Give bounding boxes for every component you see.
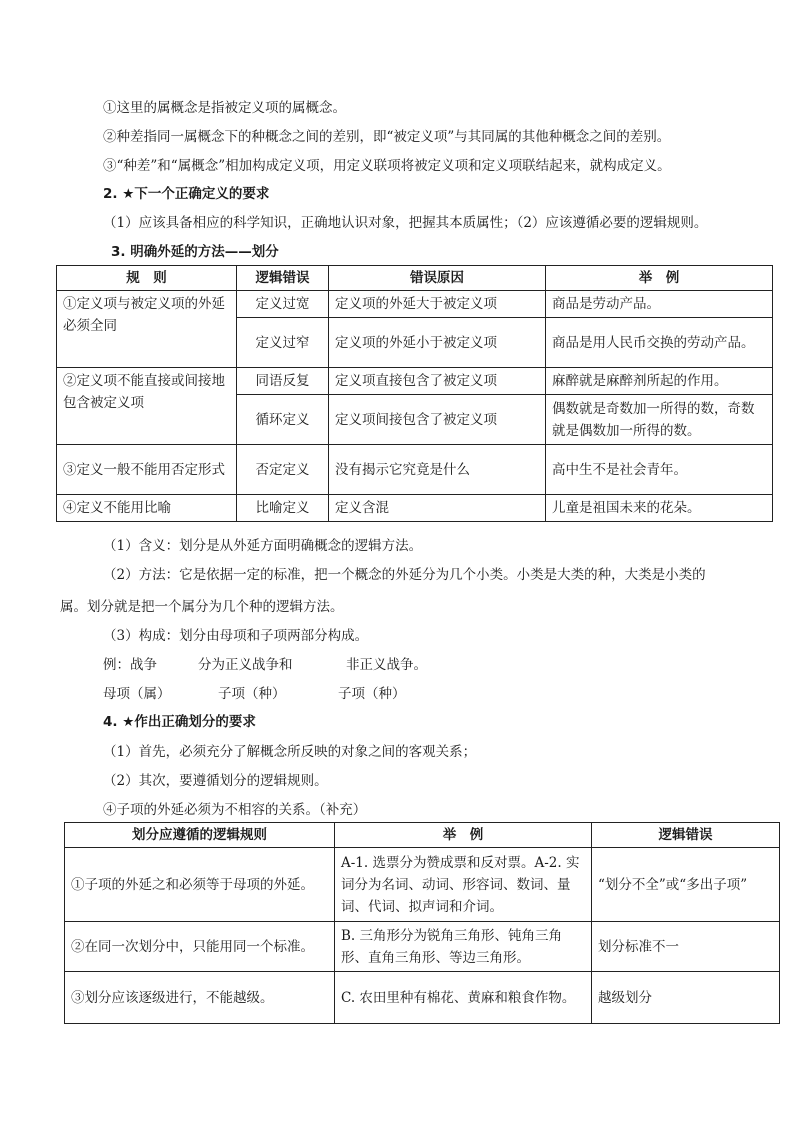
table-row	[57, 445, 773, 495]
example-cell: 儿童是祖国未来的花朵。	[546, 495, 773, 522]
example-cell: A-1. 选票分为赞成票和反对票。A-2. 实词分为名词、动词、形容词、数词、量词、代词、拟声词和介词。	[335, 848, 592, 922]
intro-paragraph-1: ①这里的属概念是指被定义项的属概念。	[103, 100, 346, 116]
reason-cell: 定义项直接包含了被定义项	[329, 368, 546, 395]
error-cell: 否定定义	[237, 445, 329, 495]
child-term-label: 子项（种）	[338, 686, 406, 702]
example-cell: C. 农田里种有棉花、黄麻和粮食作物。	[335, 972, 592, 1024]
division-rules-table	[64, 822, 780, 1024]
reason-cell: 定义项的外延小于被定义项	[329, 318, 546, 368]
definition-rules-table	[56, 265, 773, 522]
example-cell: 商品是用人民币交换的劳动产品。	[546, 318, 773, 368]
column-header: 逻辑错误	[592, 823, 780, 848]
division-method-line-1: （2）方法：它是依据一定的标准，把一个概念的外延分为几个小类。小类是大类的种，大类是小类的	[103, 567, 706, 583]
column-header: 举 例	[335, 823, 592, 848]
column-header: 划分应遵循的逻辑规则	[65, 823, 335, 848]
section-4-heading: 4. ★作出正确划分的要求	[103, 714, 256, 730]
rule-cell: ③定义一般不能用否定形式	[57, 445, 237, 495]
reason-cell: 没有揭示它究竟是什么	[329, 445, 546, 495]
division-structure: （3）构成：划分由母项和子项两部分构成。	[103, 628, 369, 644]
column-header: 举 例	[546, 266, 773, 291]
intro-paragraph-3: ③“种差”和“属概念”相加构成定义项，用定义联项将被定义项和定义项联结起来，就构成定义。	[103, 158, 671, 174]
section-3-heading: 3. 明确外延的方法——划分	[111, 244, 279, 260]
example-middle: 分为正义战争和	[198, 657, 293, 673]
column-header: 逻辑错误	[237, 266, 329, 291]
reason-cell: 定义含混	[329, 495, 546, 522]
table-row	[57, 368, 773, 395]
table-row	[57, 291, 773, 318]
example-label: 例：战争	[103, 657, 157, 673]
division-method-line-2: 属。划分就是把一个属分为几个种的逻辑方法。	[60, 599, 344, 615]
intro-paragraph-2: ②种差指同一属概念下的种概念之间的差别，即“被定义项”与其同属的其他种概念之间的差别。	[103, 129, 671, 145]
error-cell: 定义过宽	[237, 291, 329, 318]
rule-cell: ③划分应该逐级进行，不能越级。	[65, 972, 335, 1024]
rule-cell: ②在同一次划分中，只能用同一个标准。	[65, 922, 335, 972]
table-header-row	[65, 823, 780, 848]
error-cell: 同语反复	[237, 368, 329, 395]
section-2-heading: 2. ★下一个正确定义的要求	[103, 186, 270, 202]
division-meaning: （1）含义：划分是从外延方面明确概念的逻辑方法。	[103, 538, 423, 554]
table-row	[65, 972, 780, 1024]
column-header: 错误原因	[329, 266, 546, 291]
parent-term-label: 母项（属）	[103, 686, 171, 702]
error-cell: 越级划分	[592, 972, 780, 1024]
section-4-paragraph-3: ④子项的外延必须为不相容的关系。（补充）	[103, 802, 367, 818]
error-cell: 定义过窄	[237, 318, 329, 368]
example-end: 非正义战争。	[346, 657, 427, 673]
error-cell: 循环定义	[237, 395, 329, 445]
example-cell: 商品是劳动产品。	[546, 291, 773, 318]
table-row	[65, 848, 780, 922]
example-cell: 麻醉就是麻醉剂所起的作用。	[546, 368, 773, 395]
error-cell: 比喻定义	[237, 495, 329, 522]
child-term-label: 子项（种）	[218, 686, 286, 702]
table-row	[65, 922, 780, 972]
table-row	[57, 495, 773, 522]
error-cell: 划分标准不一	[592, 922, 780, 972]
section-2-text: （1）应该具备相应的科学知识，正确地认识对象，把握其本质属性；（2）应该遵循必要的逻辑规则。	[103, 215, 708, 231]
rule-cell: ①定义项与被定义项的外延必须全同	[57, 291, 237, 368]
section-4-paragraph-2: （2）其次，要遵循划分的逻辑规则。	[103, 773, 328, 789]
rule-cell: ②定义项不能直接或间接地包含被定义项	[57, 368, 237, 445]
section-4-paragraph-1: （1）首先，必须充分了解概念所反映的对象之间的客观关系；	[103, 744, 477, 760]
reason-cell: 定义项的外延大于被定义项	[329, 291, 546, 318]
example-cell: 高中生不是社会青年。	[546, 445, 773, 495]
error-cell: “划分不全”或“多出子项”	[592, 848, 780, 922]
rule-cell: ④定义不能用比喻	[57, 495, 237, 522]
example-cell: 偶数就是奇数加一所得的数，奇数就是偶数加一所得的数。	[546, 395, 773, 445]
reason-cell: 定义项间接包含了被定义项	[329, 395, 546, 445]
column-header: 规 则	[57, 266, 237, 291]
example-cell: B. 三角形分为锐角三角形、钝角三角形、直角三角形、等边三角形。	[335, 922, 592, 972]
table-header-row	[57, 266, 773, 291]
rule-cell: ①子项的外延之和必须等于母项的外延。	[65, 848, 335, 922]
